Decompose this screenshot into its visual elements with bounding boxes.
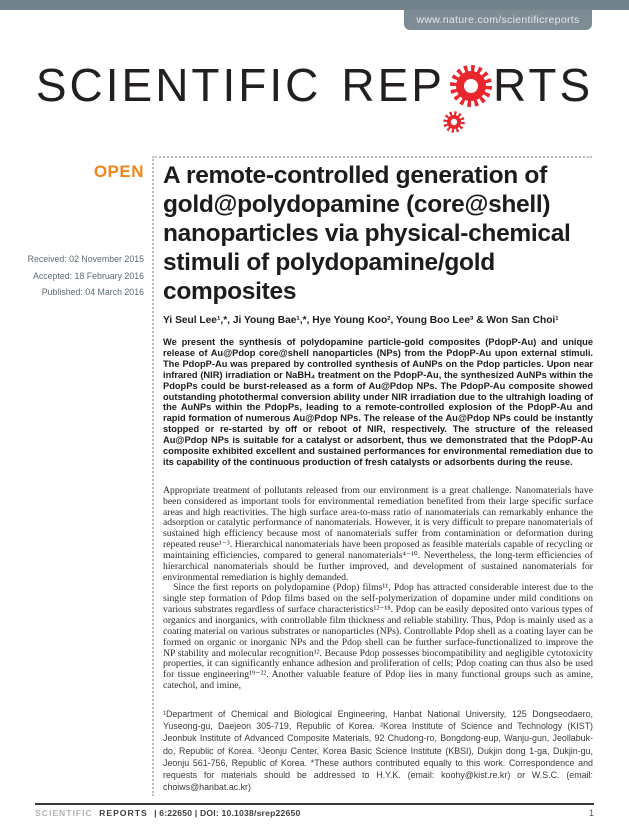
- article-title-line: stimuli of polydopamine/gold: [163, 249, 495, 276]
- open-access-badge: OPEN: [93, 162, 144, 181]
- affiliations-footnote: ¹Department of Chemical and Biological Engineering, Hanbat National University, 125 Dongseodaero, Yuseong-gu, Daejeon 305-719, Republic of Korea. ²Korea Institute of Science and Technology (KIST) Jeonbuk Institute of Advanced Composite Materials, 92 Chudong-ro, Bongdong-eup, Wanju-gun, Jeollabuk-do, Republic of Korea. ³Jeonju Center, Korea Basic Science Institute (KBSI), Dukjin dong 1-ga, Dukjin-gu, Jeonju 561-756, Republic of Korea. *These authors contributed equally to this work. Correspondence and requests for materials should be addressed to H.Y.K. (email: koohy@kist.re.kr) or W.S.C. (email: choiws@hanbat.ac.kr): [163, 708, 593, 793]
- article-title-line: composites: [163, 278, 297, 305]
- nature-url-tab: www.nature.com/scientificreports: [404, 10, 592, 30]
- article-title-line: gold@polydopamine (core@shell): [163, 191, 551, 218]
- introduction-text: [163, 486, 593, 692]
- dotted-divider-horizontal: [152, 156, 592, 158]
- body-paragraph: Appropriate treatment of pollutants released from our environment is a great challenge. Nanomaterials have been considered as important tools for environmental remediation benefited from their large specific surface areas and high reactivities. The high surface area-to-mass ratio of nanomaterials can remarkably enhance the adsorption or catalytic performance of nanomaterials. However, it is very difficult to prepare nanomaterials of sustained high efficiency because most of nanomaterials suffer from contamination or deformation during repeated reuse¹⁻³. Hierarchical nanomaterials have been proposed as feasible materials capable of recycling or maintaining efficiencies, compared to general nanomaterials⁴⁻¹⁰. Nevertheless, the long-term efficiencies of hierarchical nanomaterials should be further improved, and development of sustained nanomaterials for environmental remediation is highly demanded.: [163, 484, 593, 583]
- logo-text-rep: REP: [341, 59, 445, 111]
- journal-logo: [0, 58, 629, 147]
- gear-icon: [443, 61, 495, 147]
- article-title-line: nanoparticles via physical-chemical: [163, 220, 571, 247]
- abstract-text: We present the synthesis of polydopamine particle-gold composites (PdopP-Au) and unique release of Au@Pdop core@shell nanoparticles (NPs) from the PdopP-Au upon external stimuli. The PdopP-Au was prepared by controlled synthesis of AuNPs on the Pdop particles. Upon near infrared (NIR) irradiation or NaBH₄ treatment on the PdopP-Au, the synthesized AuNPs within the PdopPs could be burst-released as a form of Au@Pdop NPs. The PdopP-Au composite showed outstanding photothermal conversion ability under NIR irradiation due to the ultrahigh loading of the AuNPs within the PdopPs, leading to a remote-controlled explosion of the PdopP-Au and rapid formation of numerous Au@Pdop NPs. The release of the Au@Pdop NPs could be instantly stopped or re-started by off or reboot of NIR, respectively. The structure of the released Au@Pdop NPs is suitable for a catalyst or adsorbent, thus we demonstrated that the PdopP-Au composite exhibited excellent and sustained performances for environmental remediation due to its capability of the continuous production of fresh catalysts or adsorbents during the reuse.: [163, 337, 593, 467]
- accepted-date: Accepted: 18 February 2016: [32, 270, 144, 281]
- footer-citation: [35, 808, 300, 818]
- date-history: [0, 251, 144, 301]
- article-title-line: A remote-controlled generation of: [163, 162, 547, 189]
- footer-rule: [35, 803, 594, 805]
- top-bar: [0, 0, 629, 10]
- body-paragraph: Since the first reports on polydopamine (Pdop) films¹¹, Pdop has attracted considerable interest due to the single step formation of Pdop films based on the self-polymerization of dopamine under mild conditions on various substrates regardless of surface characteristics¹²⁻¹⁸. Pdop can be easily deposited onto various types of organics and inorganics, with controllable film thickness and reliable stability. Thus, Pdop is mainly used as a coating material on various substrates or nanoparticles (NPs). Controllable Pdop shell as a coating layer can be formed on organic or inorganic NPs and the Pdop shell can be further surface-functionalized to improve the NP stability and molecular recognition¹². Because Pdop possesses biocompatibility and negligible cytotoxicity properties, it can significantly enhance adhesion and proliferation of cells; Pdop coating can thus also be used for tissue engineering¹⁹⁻²². Another valuable feature of Pdop lies in many functional groups such as amine, catechol, and imine,: [163, 582, 593, 692]
- published-date: Published: 04 March 2016: [41, 287, 144, 297]
- logo-text-scientific: SCIENTIFIC: [35, 59, 322, 111]
- logo-text-rts: RTS: [492, 59, 594, 111]
- article-title: [163, 161, 593, 306]
- dotted-divider-vertical: [152, 156, 154, 796]
- footer-journal-name-light: SCIENTIFIC: [35, 808, 93, 818]
- received-date: Received: 02 November 2015: [27, 254, 144, 264]
- article-body-column: [163, 161, 593, 793]
- footer-doi: | 6:22650 | DOI: 10.1038/srep22650: [154, 808, 301, 818]
- page-number: 1: [588, 808, 594, 818]
- footer: [35, 808, 594, 818]
- author-list: Yi Seul Lee¹,*, Ji Young Bae¹,*, Hye Young Koo², Young Boo Lee³ & Won San Choi¹: [163, 315, 559, 326]
- footer-journal-name-bold: REPORTS: [99, 808, 148, 818]
